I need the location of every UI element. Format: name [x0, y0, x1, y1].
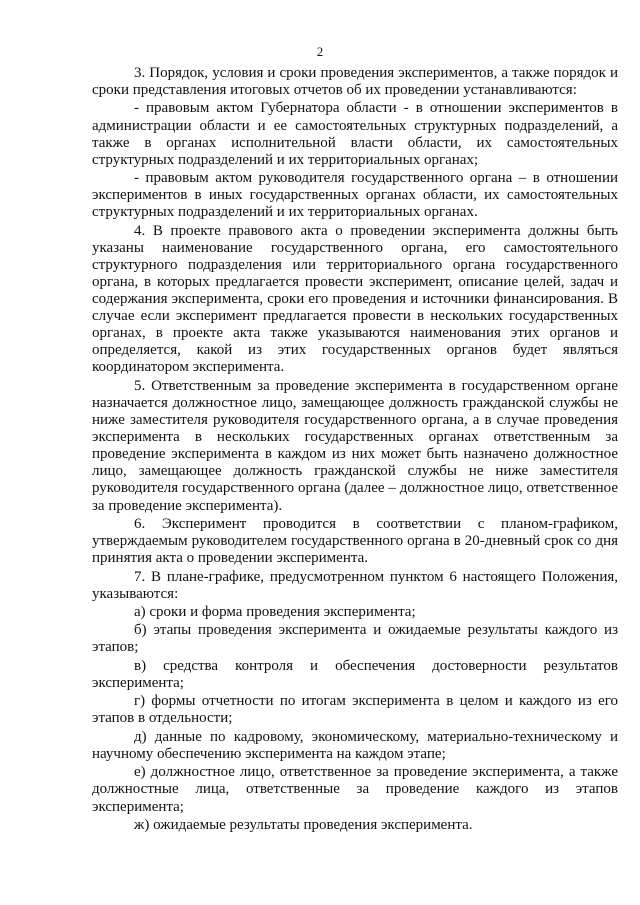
paragraph-7-item-v: в) средства контроля и обеспечения достоверности результатов эксперимента; [92, 657, 618, 691]
paragraph-5: 5. Ответственным за проведение эксперимента в государственном органе назначается должностное лицо, замещающее должность гражданской службы не ниже заместителя руководителя государственного органа, а в случае проведения эксперимента в нескольких государственных органах ответственным за проведение эксперимента в каждом из них может быть назначено должностное лицо, замещающее должность гражданской службы не ниже заместителя руководителя государственного органа (далее – должностное лицо, ответственное за проведение эксперимента). [92, 377, 618, 514]
paragraph-3-item-governor-act: - правовым актом Губернатора области - в отношении экспериментов в администрации области и ее самостоятельных структурных подразделений, а также в органах исполнительной власти области, их самостоятельных структурных подразделений и их территориальных органах; [92, 100, 618, 168]
paragraph-7-item-g: г) формы отчетности по итогам эксперимента в целом и каждого из его этапов в отдельности; [92, 693, 618, 727]
paragraph-7-item-b: б) этапы проведения эксперимента и ожидаемые результаты каждого из этапов; [92, 622, 618, 656]
page-number: 2 [316, 44, 324, 59]
paragraph-7: 7. В плане-графике, предусмотренном пунктом 6 настоящего Положения, указываются: [92, 568, 618, 602]
paragraph-7-item-a: а) сроки и форма проведения эксперимента; [134, 603, 416, 620]
paragraph-6: 6. Эксперимент проводится в соответствии с планом-графиком, утверждаемым руководителем государственного органа в 20-дневный срок со дня принятия акта о проведении эксперимента. [92, 515, 618, 567]
paragraph-3: 3. Порядок, условия и сроки проведения экспериментов, а также порядок и сроки представления итоговых отчетов об их проведении устанавливаются: [92, 65, 618, 99]
document-body [92, 65, 618, 835]
paragraph-7-item-zh: ж) ожидаемые результаты проведения эксперимента. [134, 816, 473, 833]
paragraph-7-item-d: д) данные по кадровому, экономическому, материально-техническому и научному обеспечению эксперимента на каждом этапе; [92, 728, 618, 762]
paragraph-7-item-e: е) должностное лицо, ответственное за проведение эксперимента, а также должностные лица, ответственные за проведение каждого из этапов эксперимента; [92, 764, 618, 815]
paragraph-4: 4. В проекте правового акта о проведении эксперимента должны быть указаны наименование государственного органа, его самостоятельного структурного подразделения или территориального органа государственного органа, в которых предлагается провести эксперимент, описание целей, задач и содержания эксперимента, сроки его проведения и источники финансирования. В случае если эксперимент предлагается провести в нескольких государственных органах, в проекте акта также указываются наименования этих органов и определяется, какой из этих государственных органов будет являться координатором эксперимента. [92, 222, 618, 376]
paragraph-3-item-head-act: - правовым актом руководителя государственного органа – в отношении экспериментов в иных государственных органах области, их самостоятельных структурных подразделений и их территориальных органах. [92, 170, 618, 221]
